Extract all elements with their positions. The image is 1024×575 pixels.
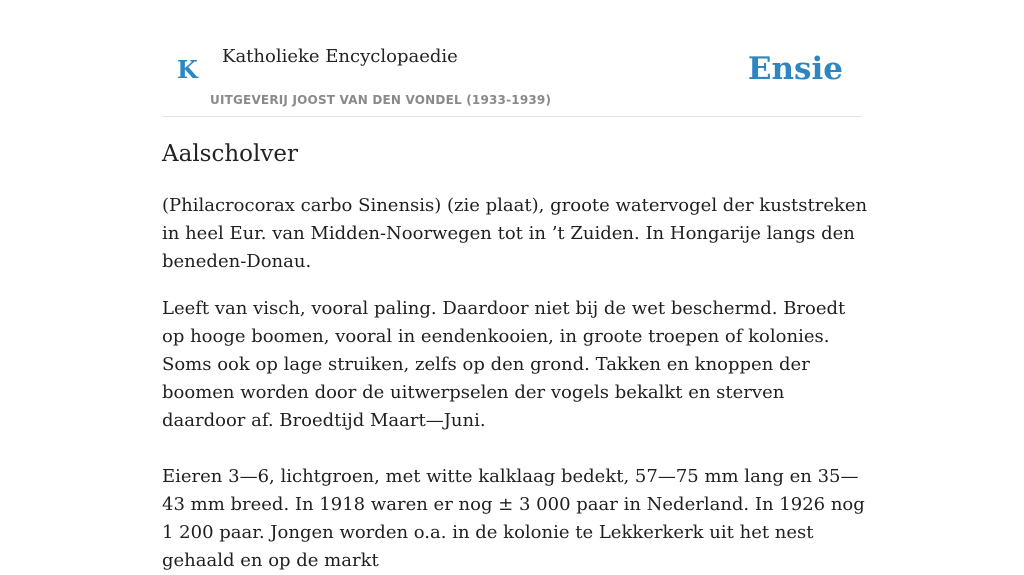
ensie-brand-logo[interactable]: Ensie [747,51,843,87]
article-paragraph: (Philacrocorax carbo Sinensis) (zie plaat), groote watervogel der kuststreken in heel Eur. van Midden-Noorwegen tot in ’t Zuiden. In Hongarije langs den beneden-Donau. [162,195,868,272]
encyclopedia-logo[interactable]: K [177,55,198,84]
publisher-label: UITGEVERIJ JOOST VAN DEN VONDEL (1933-1939) [210,93,552,107]
article-paragraph: Leeft van visch, vooral paling. Daardoor niet bij de wet beschermd. Broedt op hooge boomen, vooral in eendenkooien, in groote troepen of kolonies. Soms ook op lage struiken, zelfs op den grond. Takken en knoppen der boomen worden door de uitwerpselen der vogels bekalkt en sterven daardoor af. Broedtijd Maart—Juni. [162,298,846,431]
article-paragraph: Eieren 3—6, lichtgroen, met witte kalklaag bedekt, 57—75 mm lang en 35—43 mm breed. In 1918 waren er nog ± 3 000 paar in Nederland. In 1926 nog 1 200 paar. Jongen worden o.a. in de kolonie te Lekkerkerk uit het nest gehaald en op de markt [162,466,865,571]
article-title: Aalscholver [162,141,298,167]
article-content [162,138,868,575]
site-header [162,36,862,117]
book-title[interactable]: Katholieke Encyclopaedie [222,46,458,67]
